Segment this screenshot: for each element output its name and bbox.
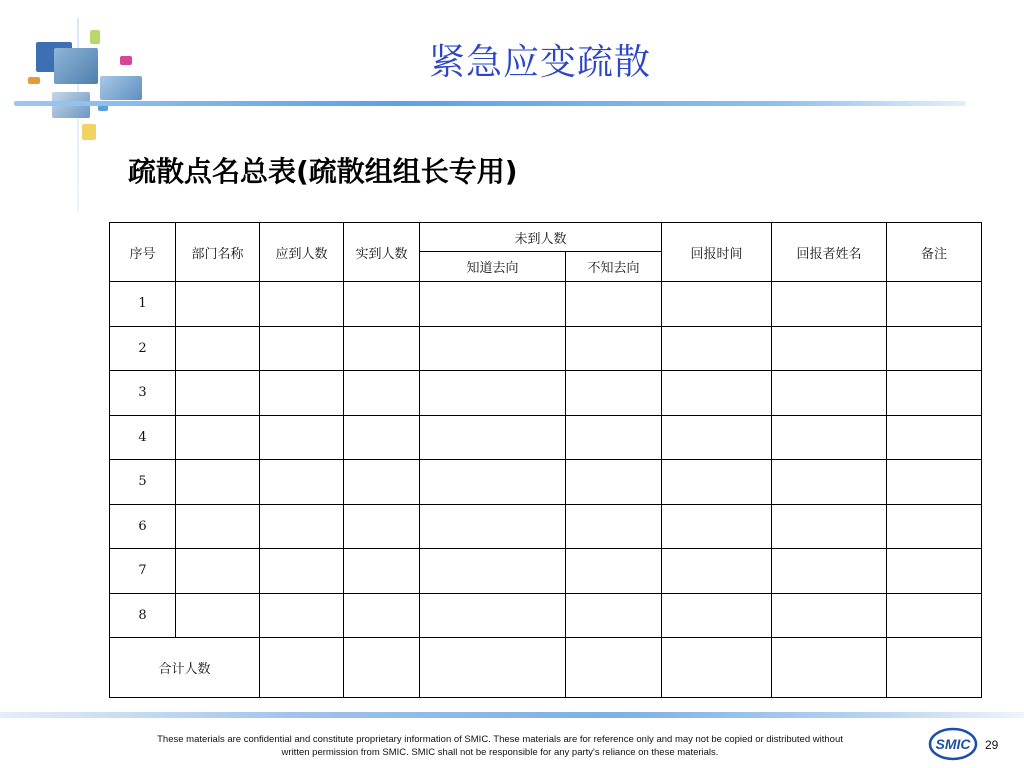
table-cell[interactable] [260, 549, 344, 594]
table-cell[interactable] [772, 460, 887, 505]
slide-title: 紧急应变疏散 [428, 42, 651, 83]
footer-line-1: These materials are confidential and constitute proprietary information of SMIC. These materials are for reference only and may not be copied or distributed without [157, 734, 843, 745]
table-row [110, 282, 982, 327]
table-row [110, 593, 982, 638]
table-cell[interactable] [344, 282, 420, 327]
table-cell[interactable] [662, 638, 772, 698]
table-cell[interactable] [662, 549, 772, 594]
table-cell[interactable] [260, 638, 344, 698]
table-cell[interactable] [344, 371, 420, 416]
table-cell[interactable] [566, 282, 662, 327]
table-cell[interactable] [662, 415, 772, 460]
row-seq: 1 [110, 282, 176, 327]
table-cell[interactable] [772, 638, 887, 698]
table-cell[interactable] [662, 593, 772, 638]
table-cell[interactable] [566, 415, 662, 460]
table-cell[interactable] [176, 326, 260, 371]
table-row [110, 504, 982, 549]
table-cell[interactable] [260, 371, 344, 416]
row-seq: 6 [110, 504, 176, 549]
row-seq: 5 [110, 460, 176, 505]
table-cell[interactable] [344, 638, 420, 698]
table-row [110, 371, 982, 416]
table-cell[interactable] [772, 282, 887, 327]
table-cell[interactable] [772, 326, 887, 371]
table-cell[interactable] [887, 460, 982, 505]
table-cell[interactable] [662, 371, 772, 416]
table-row [110, 326, 982, 371]
table-cell[interactable] [772, 371, 887, 416]
table-cell[interactable] [887, 549, 982, 594]
decorative-square [28, 77, 40, 84]
table-cell[interactable] [260, 593, 344, 638]
header-remark: 备注 [887, 223, 982, 282]
header-report-time: 回报时间 [662, 223, 772, 282]
row-seq: 3 [110, 371, 176, 416]
table-cell[interactable] [887, 326, 982, 371]
table-cell[interactable] [344, 549, 420, 594]
header-absent: 未到人数 [420, 223, 662, 252]
roll-call-table [109, 222, 982, 698]
table-cell[interactable] [176, 415, 260, 460]
table-cell[interactable] [772, 549, 887, 594]
decorative-square [54, 48, 98, 84]
row-seq: 4 [110, 415, 176, 460]
table-cell[interactable] [176, 549, 260, 594]
header-dept: 部门名称 [176, 223, 260, 282]
table-cell[interactable] [566, 638, 662, 698]
header-accent-bar [14, 101, 966, 106]
table-body [110, 282, 982, 638]
table-row [110, 415, 982, 460]
table-cell[interactable] [344, 326, 420, 371]
table-cell[interactable] [566, 326, 662, 371]
table-cell[interactable] [662, 504, 772, 549]
total-row [110, 638, 982, 698]
row-seq: 7 [110, 549, 176, 594]
decorative-square [120, 56, 132, 65]
table-cell[interactable] [420, 504, 566, 549]
decorative-square [90, 30, 100, 44]
table-cell[interactable] [887, 504, 982, 549]
table-row [110, 549, 982, 594]
footer-accent-bar [0, 712, 1024, 718]
table-cell[interactable] [344, 504, 420, 549]
row-seq: 2 [110, 326, 176, 371]
table-cell[interactable] [772, 504, 887, 549]
total-label: 合计人数 [110, 638, 260, 698]
table-cell[interactable] [420, 638, 566, 698]
table-cell[interactable] [260, 415, 344, 460]
table-cell[interactable] [420, 549, 566, 594]
table-cell[interactable] [566, 593, 662, 638]
table-cell[interactable] [887, 282, 982, 327]
table-cell[interactable] [887, 371, 982, 416]
page-number: 29 [985, 738, 999, 752]
table-cell[interactable] [176, 371, 260, 416]
table-cell[interactable] [772, 593, 887, 638]
table-cell[interactable] [260, 504, 344, 549]
header-reporter: 回报者姓名 [772, 223, 887, 282]
table-cell[interactable] [887, 638, 982, 698]
table-row [110, 460, 982, 505]
table-cell[interactable] [566, 504, 662, 549]
header-seq: 序号 [110, 223, 176, 282]
header-absent-known: 知道去向 [420, 252, 566, 282]
table-cell[interactable] [566, 460, 662, 505]
table-cell[interactable] [176, 504, 260, 549]
table-cell[interactable] [887, 415, 982, 460]
footer-line-2: written permission from SMIC. SMIC shall not be responsible for any party's reliance on these materials. [281, 747, 719, 758]
table-header-row [110, 223, 982, 252]
header-expected: 应到人数 [260, 223, 344, 282]
table-cell[interactable] [176, 282, 260, 327]
table-cell[interactable] [566, 549, 662, 594]
table-cell[interactable] [662, 282, 772, 327]
table-cell[interactable] [887, 593, 982, 638]
table-cell[interactable] [420, 326, 566, 371]
table-subtitle: 疏散点名总表(疏散组组长专用) [128, 155, 518, 188]
table-cell[interactable] [420, 593, 566, 638]
confidentiality-notice [60, 733, 940, 759]
table-cell[interactable] [344, 460, 420, 505]
table-cell[interactable] [176, 593, 260, 638]
decorative-square [100, 76, 142, 100]
table-cell[interactable] [260, 460, 344, 505]
table-cell[interactable] [420, 415, 566, 460]
table-cell[interactable] [566, 371, 662, 416]
table-cell[interactable] [344, 415, 420, 460]
table-cell[interactable] [260, 282, 344, 327]
header-absent-unknown: 不知去向 [566, 252, 662, 282]
table-cell[interactable] [420, 371, 566, 416]
table-cell[interactable] [420, 282, 566, 327]
table-cell[interactable] [344, 593, 420, 638]
table-cell[interactable] [420, 460, 566, 505]
table-cell[interactable] [260, 326, 344, 371]
table-cell[interactable] [176, 460, 260, 505]
table-cell[interactable] [662, 460, 772, 505]
table-cell[interactable] [772, 415, 887, 460]
header-actual: 实到人数 [344, 223, 420, 282]
logo-text: SMIC [935, 736, 971, 752]
smic-logo [928, 726, 978, 762]
table-cell[interactable] [662, 326, 772, 371]
row-seq: 8 [110, 593, 176, 638]
decorative-square [82, 124, 96, 140]
